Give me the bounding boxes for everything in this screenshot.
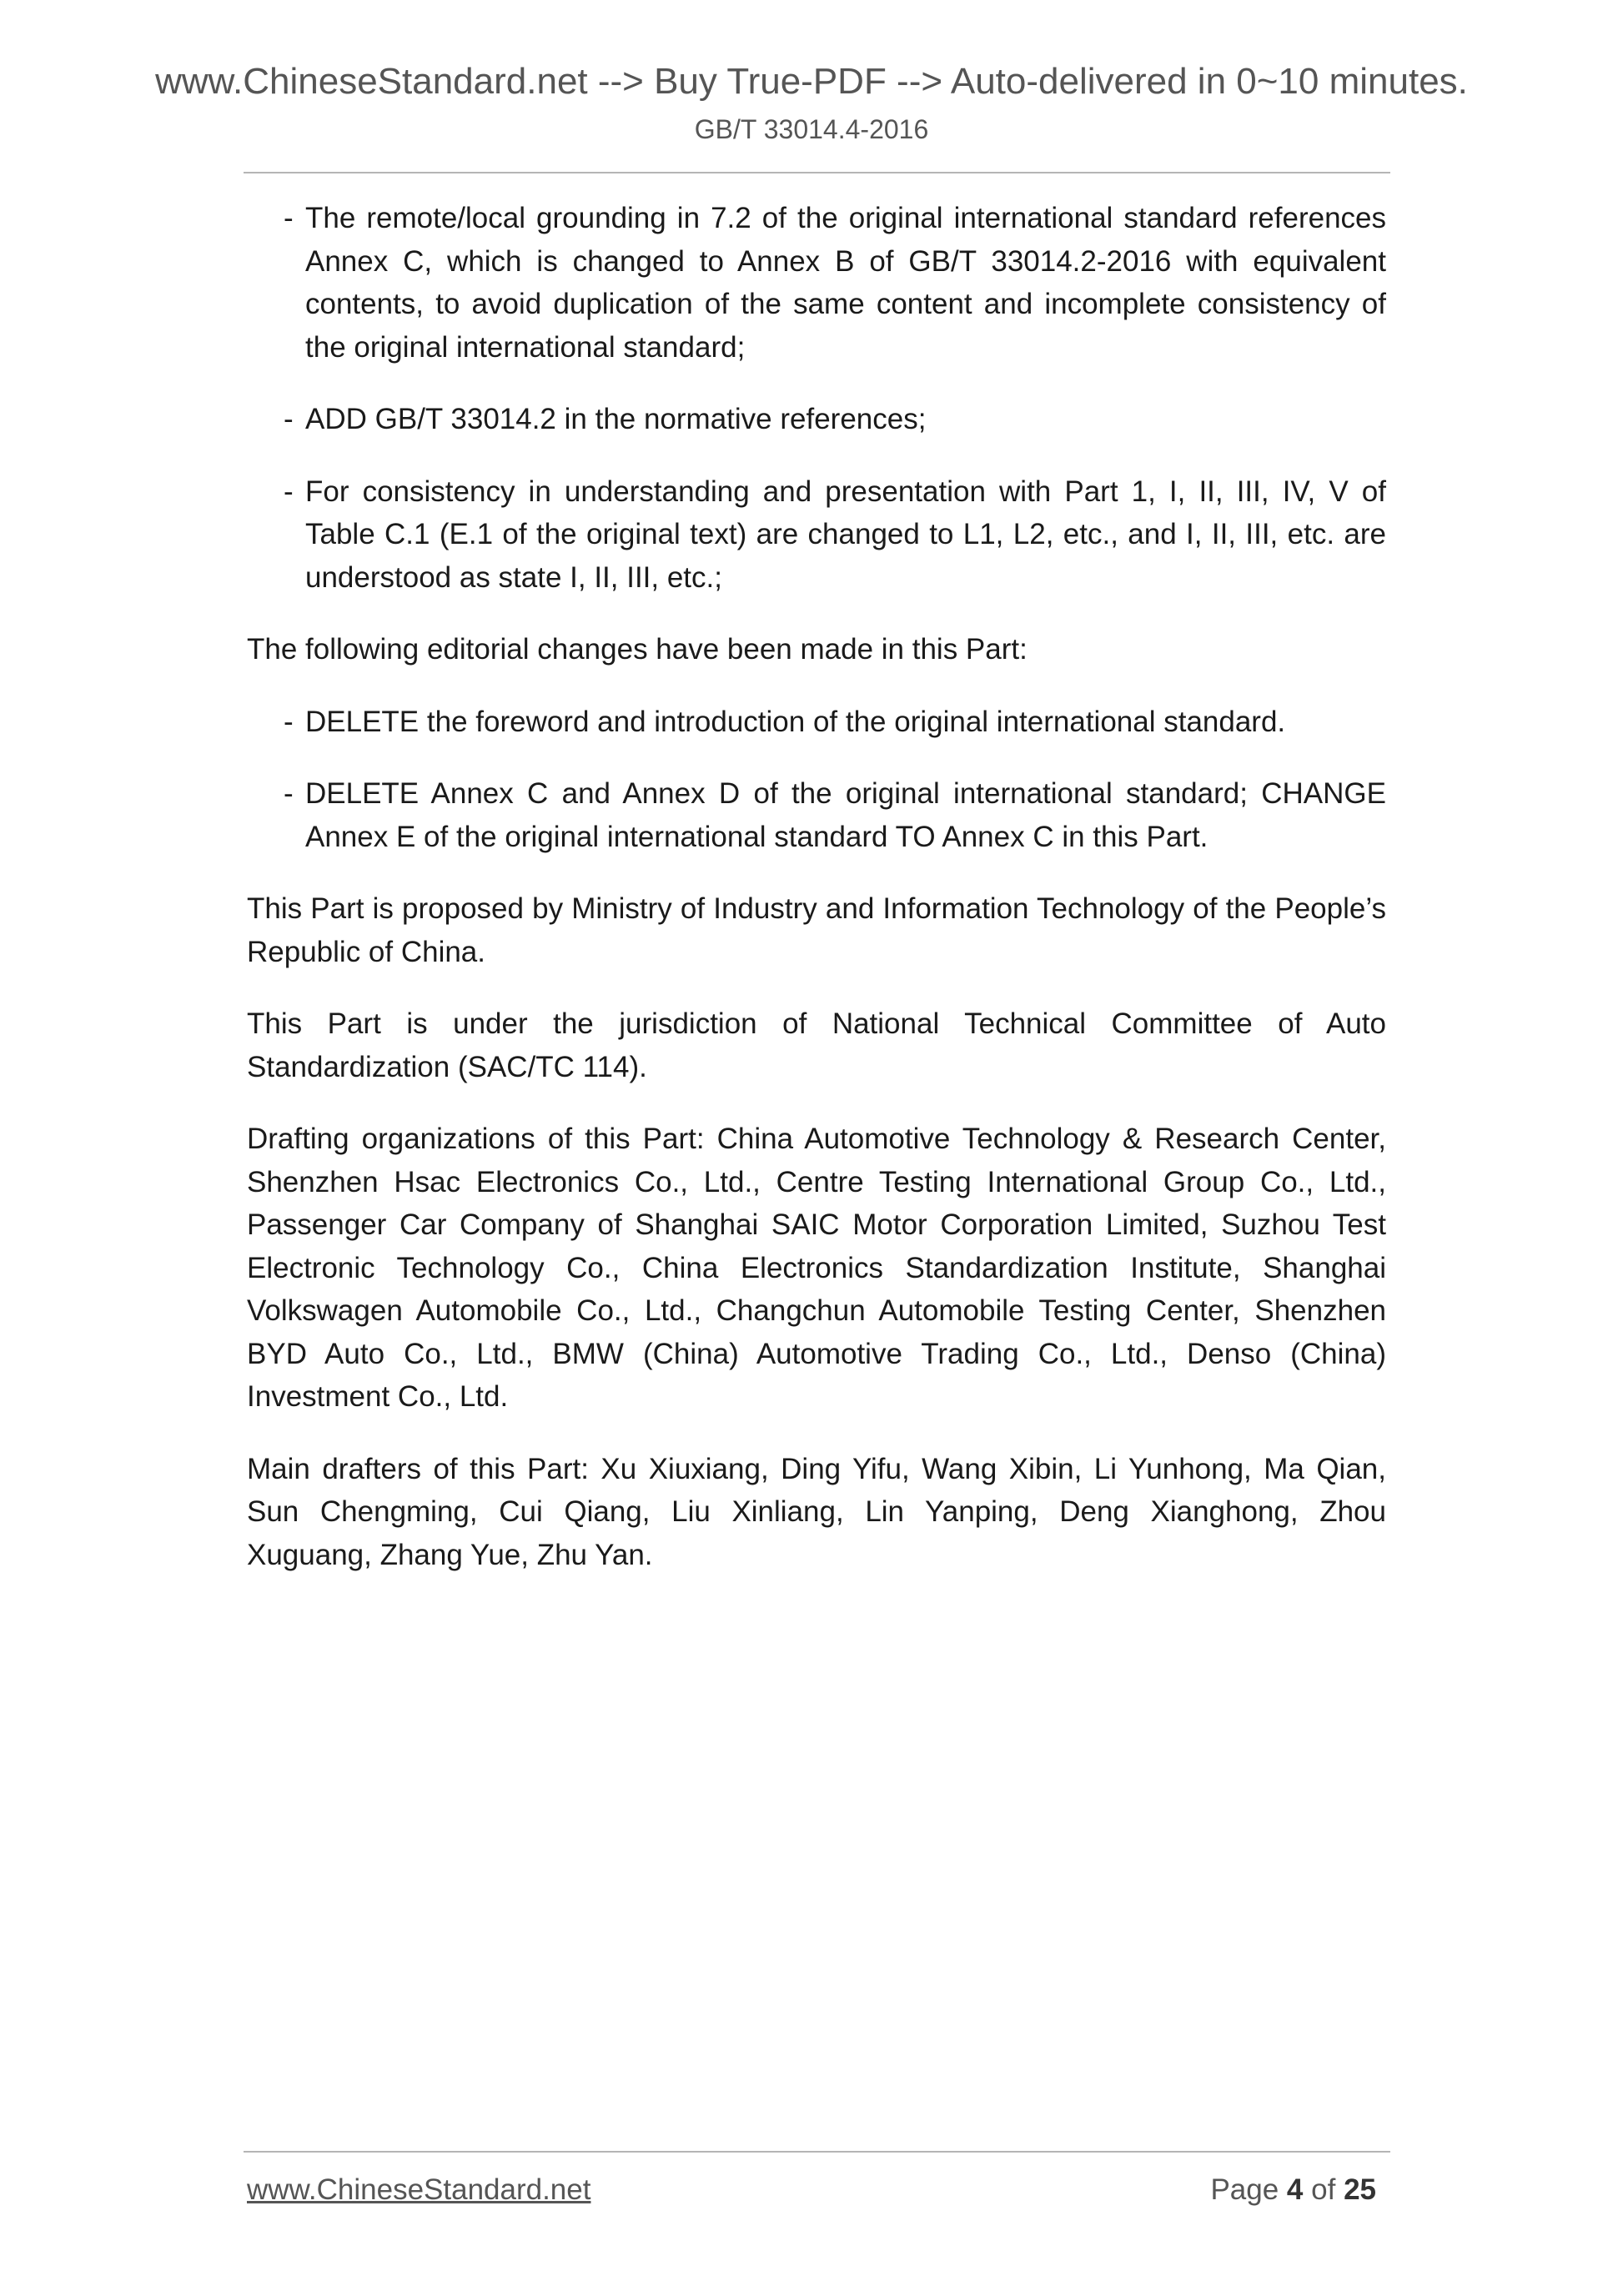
jurisdiction-paragraph: This Part is under the jurisdiction of National Technical Committee of Auto Standardization (SAC/TC 114).	[247, 1007, 1386, 1083]
header-banner: www.ChineseStandard.net --> Buy True-PDF --> Auto-delivered in 0~10 minutes.	[155, 61, 1468, 102]
list-item-text: For consistency in understanding and presentation with Part 1, I, II, III, IV, V of Table C.1 (E.1 of the original text) are changed to L1, L2, etc., and I, II, III, etc. are understood as state I, II, III, etc.;	[305, 475, 1386, 594]
editorial-intro: The following editorial changes have been made in this Part:	[247, 633, 1028, 666]
current-page: 4	[1286, 2173, 1304, 2206]
list-item	[247, 701, 1386, 744]
list-item	[247, 772, 1386, 858]
list-dash: -	[284, 202, 294, 234]
list-dash: -	[284, 403, 294, 435]
document-id: GB/T 33014.4-2016	[694, 113, 929, 144]
list-dash: -	[284, 705, 294, 738]
list-item-text: DELETE the foreword and introduction of the original international standard.	[305, 705, 1286, 738]
page-label: Page	[1210, 2173, 1279, 2206]
page-number	[1210, 2173, 1376, 2207]
list-dash: -	[284, 777, 294, 810]
list-item-text: ADD GB/T 33014.2 in the normative references;	[305, 403, 927, 435]
proposed-by-paragraph: This Part is proposed by Ministry of Industry and Information Technology of the People’s Republic of China.	[247, 892, 1386, 968]
page-of-label: of	[1311, 2173, 1336, 2206]
list-dash: -	[284, 475, 294, 508]
page-header	[0, 60, 1623, 145]
list-item	[247, 398, 1386, 441]
document-body	[247, 197, 1386, 1605]
drafters-paragraph: Main drafters of this Part: Xu Xiuxiang, Ding Yifu, Wang Xibin, Li Yunhong, Ma Qian, Sun Chengming, Cui Qiang, Liu Xinliang, Lin Yanping, Deng Xianghong, Zhou Xuguang, Zhang Yue, Zhu Yan.	[247, 1452, 1386, 1571]
drafting-organizations-paragraph: Drafting organizations of this Part: China Automotive Technology & Research Center, Shenzhen Hsac Electronics Co., Ltd., Centre Testing International Group Co., Ltd., Passenger Car Company of Shanghai SAIC Motor Corporation Limited, Suzhou Test Electronic Technology Co., China Electronics Standardization Institute, Shanghai Volkswagen Automobile Co., Ltd., Changchun Automobile Testing Center, Shenzhen BYD Auto Co., Ltd., BMW (China) Automotive Trading Co., Ltd., Denso (China) Investment Co., Ltd.	[247, 1123, 1386, 1413]
footer-website-link[interactable]: www.ChineseStandard.net	[247, 2173, 591, 2206]
total-pages: 25	[1344, 2173, 1376, 2206]
footer-divider	[244, 2151, 1390, 2153]
list-item-text: The remote/local grounding in 7.2 of the original international standard references Annex C, which is changed to Annex B of GB/T 33014.2-2016 with equivalent contents, to avoid duplication of the same content and incomplete consistency of the original international standard;	[305, 202, 1386, 364]
header-divider	[244, 172, 1390, 173]
list-item	[247, 470, 1386, 600]
list-item	[247, 197, 1386, 369]
list-item-text: DELETE Annex C and Annex D of the original international standard; CHANGE Annex E of the original international standard TO Annex C in this Part.	[305, 777, 1386, 853]
